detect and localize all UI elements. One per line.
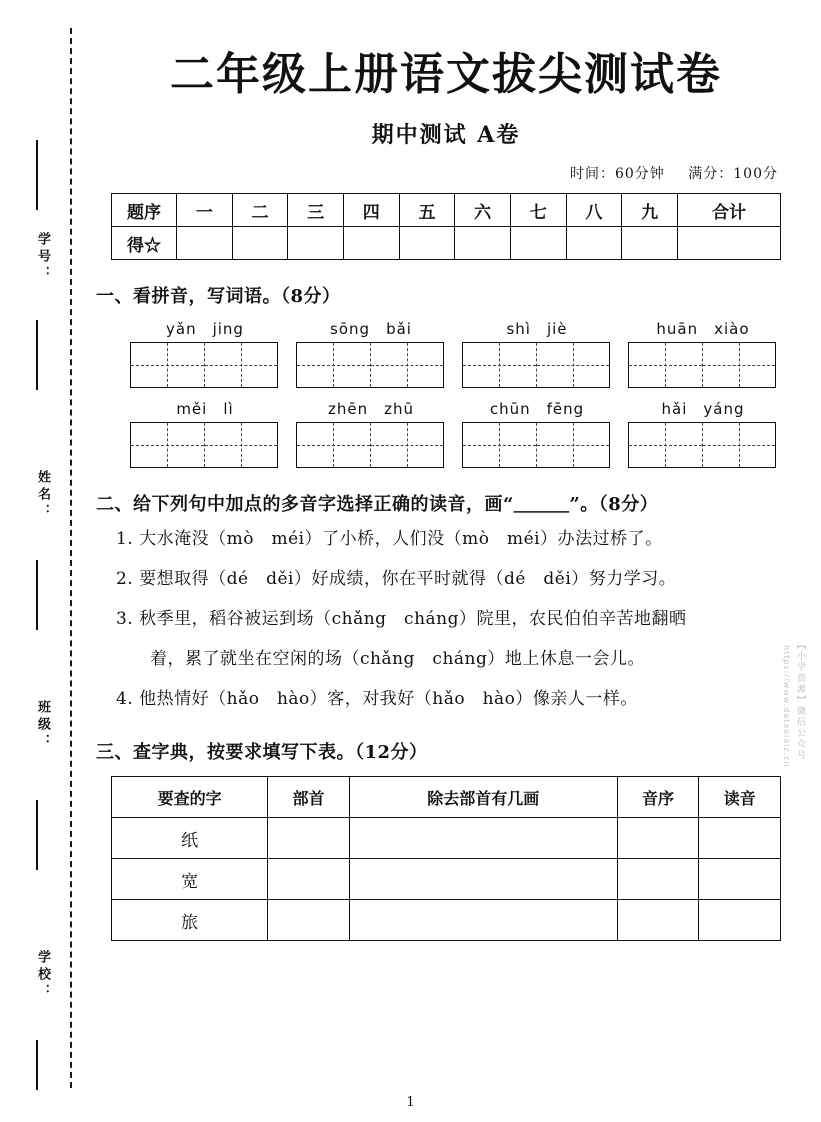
watermark-text-1: 【小学资源】微信公众号 (795, 640, 805, 761)
pinyin-item-2 (296, 320, 446, 388)
tianzige-box[interactable] (296, 422, 444, 468)
dict-cell-initial-3[interactable] (617, 900, 699, 941)
dict-col-char: 要查的字 (112, 777, 268, 818)
side-rule-5 (36, 1040, 38, 1090)
score-cell-1[interactable] (177, 227, 233, 260)
exam-content (96, 26, 796, 941)
question-1-heading: 一、看拼音，写词语。（8分） (96, 286, 341, 307)
side-label-name: 姓名： (35, 470, 50, 521)
score-col-4: 四 (343, 194, 399, 227)
pinyin-text-1 (130, 320, 280, 338)
question-3-heading: 三、查字典，按要求填写下表。（12分） (96, 742, 428, 763)
question-2-heading: 二、给下列句中加点的多音字选择正确的读音，画“＿＿＿”。（8分） (96, 494, 659, 515)
pinyin-syllable-b: jiè (546, 320, 568, 338)
exam-meta (96, 163, 796, 183)
side-label-class: 班级： (35, 700, 50, 751)
dict-col-pronunciation: 读音 (699, 777, 781, 818)
score-table (111, 193, 781, 260)
pinyin-item-5 (130, 400, 280, 468)
tianzige-box[interactable] (628, 342, 776, 388)
score-cell-7[interactable] (510, 227, 566, 260)
tianzige-box[interactable] (462, 422, 610, 468)
pinyin-item-3 (462, 320, 612, 388)
page-title: 二年级上册语文拔尖测试卷 (170, 49, 722, 100)
question-2-line-5: 4. 他热情好（hǎo hào）客，对我好（hǎo hào）像亲人一样。 (116, 689, 638, 709)
score-table-header-row (112, 194, 781, 227)
pinyin-text-7 (462, 400, 612, 418)
question-2-line-2: 2. 要想取得（dé děi）好成绩，你在平时就得（dé děi）努力学习。 (116, 569, 677, 589)
score-col-8: 八 (566, 194, 622, 227)
pinyin-item-1 (130, 320, 280, 388)
dictionary-table (111, 776, 781, 941)
pinyin-syllable-b: jing (212, 320, 244, 338)
dict-col-radical: 部首 (268, 777, 350, 818)
dict-col-initial: 音序 (617, 777, 699, 818)
table-row (112, 900, 781, 941)
dict-char-3: 旅 (112, 900, 268, 941)
pinyin-item-8 (628, 400, 778, 468)
tianzige-box[interactable] (130, 422, 278, 468)
dashed-margin-line (70, 28, 72, 1088)
dict-cell-pron-3[interactable] (699, 900, 781, 941)
pinyin-item-4 (628, 320, 778, 388)
score-table-row-label-1: 得☆ (112, 227, 177, 260)
dict-cell-radical-1[interactable] (268, 818, 350, 859)
score-col-total: 合计 (677, 194, 780, 227)
side-rule-2 (36, 320, 38, 390)
exam-total-score: 满分：100分 (688, 166, 778, 182)
dict-cell-radical-2[interactable] (268, 859, 350, 900)
dict-cell-strokes-3[interactable] (349, 900, 617, 941)
exam-time: 时间：60分钟 (569, 166, 665, 182)
dict-cell-pron-1[interactable] (699, 818, 781, 859)
page-number: 1 (406, 1095, 415, 1110)
score-cell-9[interactable] (622, 227, 678, 260)
score-col-9: 九 (622, 194, 678, 227)
side-label-school: 学校： (35, 950, 50, 1001)
pinyin-syllable-a: yǎn (166, 320, 197, 338)
pinyin-syllable-b: bǎi (386, 320, 412, 338)
score-cell-5[interactable] (399, 227, 455, 260)
tianzige-box[interactable] (462, 342, 610, 388)
table-row (112, 859, 781, 900)
pinyin-syllable-a: hǎi (661, 400, 688, 418)
question-2-line-3: 3. 秋季里，稻谷被运到场（chǎng cháng）院里，农民伯伯辛苦地翻晒 (116, 609, 687, 629)
tianzige-box[interactable] (130, 342, 278, 388)
dict-char-1: 纸 (112, 818, 268, 859)
score-cell-4[interactable] (343, 227, 399, 260)
pinyin-text-6 (296, 400, 446, 418)
score-col-6: 六 (455, 194, 511, 227)
side-rule-3 (36, 560, 38, 630)
score-cell-8[interactable] (566, 227, 622, 260)
pinyin-item-7 (462, 400, 612, 468)
pinyin-text-4 (628, 320, 778, 338)
dictionary-header-row (112, 777, 781, 818)
score-table-value-row (112, 227, 781, 260)
score-col-7: 七 (510, 194, 566, 227)
pinyin-row-2 (96, 400, 796, 468)
pinyin-item-6 (296, 400, 446, 468)
score-col-1: 一 (177, 194, 233, 227)
dict-cell-initial-1[interactable] (617, 818, 699, 859)
pinyin-syllable-b: xiào (714, 320, 750, 338)
pinyin-text-5 (130, 400, 280, 418)
dict-cell-radical-3[interactable] (268, 900, 350, 941)
pinyin-syllable-a: sōng (330, 320, 371, 338)
pinyin-syllable-a: shì (506, 320, 531, 338)
dict-cell-strokes-2[interactable] (349, 859, 617, 900)
watermark-text-2: https://www.dataolaiz.cn (782, 645, 791, 768)
side-rule-4 (36, 800, 38, 870)
pinyin-text-3 (462, 320, 612, 338)
pinyin-syllable-a: zhēn (327, 400, 369, 418)
dict-cell-initial-2[interactable] (617, 859, 699, 900)
pinyin-text-2 (296, 320, 446, 338)
dict-cell-pron-2[interactable] (699, 859, 781, 900)
pinyin-syllable-b: yáng (703, 400, 745, 418)
dict-char-2: 宽 (112, 859, 268, 900)
score-cell-6[interactable] (455, 227, 511, 260)
side-rule-1 (36, 140, 38, 210)
tianzige-box[interactable] (628, 422, 776, 468)
side-label-student-id: 学号： (35, 232, 50, 283)
score-col-5: 五 (399, 194, 455, 227)
score-cell-total[interactable] (677, 227, 780, 260)
score-table-row-label-0: 题序 (112, 194, 177, 227)
dict-col-strokes: 除去部首有几画 (349, 777, 617, 818)
tianzige-box[interactable] (296, 342, 444, 388)
pinyin-syllable-b: lì (223, 400, 234, 418)
score-col-3: 三 (288, 194, 344, 227)
score-cell-3[interactable] (288, 227, 344, 260)
pinyin-syllable-b: fēng (546, 400, 585, 418)
score-col-2: 二 (232, 194, 288, 227)
pinyin-text-8 (628, 400, 778, 418)
table-row (112, 818, 781, 859)
pinyin-syllable-a: huān (656, 320, 699, 338)
pinyin-syllable-a: měi (176, 400, 208, 418)
question-2-line-1: 1. 大水淹没（mò méi）了小桥，人们没（mò méi）办法过桥了。 (116, 529, 663, 549)
pinyin-syllable-b: zhū (384, 400, 414, 418)
pinyin-row-1 (96, 320, 796, 388)
pinyin-syllable-a: chūn (489, 400, 531, 418)
question-2-line-4: 着，累了就坐在空闲的场（chǎng cháng）地上休息一会儿。 (150, 649, 645, 669)
score-cell-2[interactable] (232, 227, 288, 260)
dict-cell-strokes-1[interactable] (349, 818, 617, 859)
page-subtitle: 期中测试 A卷 (371, 122, 521, 148)
